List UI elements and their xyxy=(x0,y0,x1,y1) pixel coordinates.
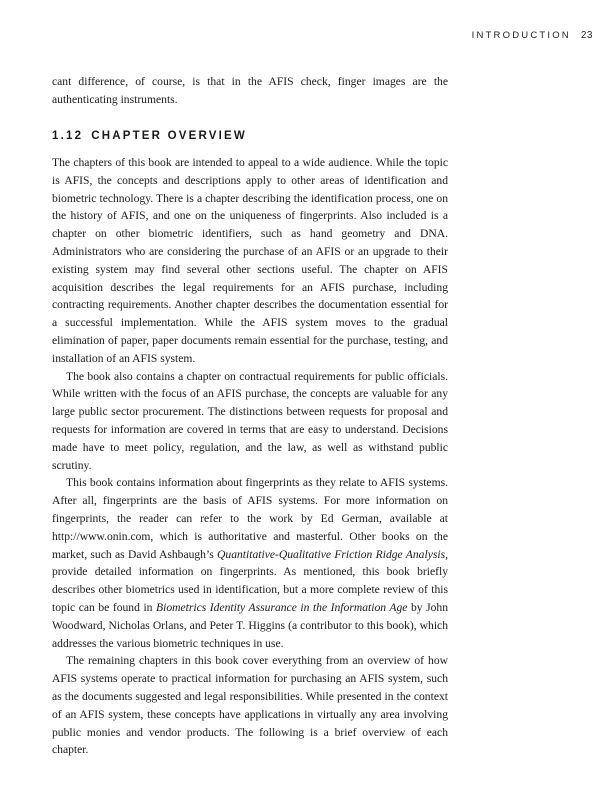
section-heading xyxy=(52,130,247,142)
paragraph-3 xyxy=(52,474,448,652)
section-number: 1.12 xyxy=(52,130,84,142)
running-head xyxy=(472,30,593,41)
book-title-biometrics: Biometrics Identity Assurance in the Information Age xyxy=(156,600,408,614)
continuation-paragraph: cant difference, of course, is that in the AFIS check, finger images are the authenticating instruments. xyxy=(52,75,448,106)
running-head-section: INTRODUCTION xyxy=(471,30,571,41)
paragraph-4: The remaining chapters in this book cover everything from an overview of how AFIS systems operate to practical information for purchasing an AFIS system, such as the documents suggested and legal responsibilities. While presented in the context of an AFIS system, these concepts have applications in virtually any area involving public monies and vendor products. The following is a brief overview of each chapter. xyxy=(52,654,448,757)
book-title-friction-ridge: Quantitative-Qualitative Friction Ridge Analysis, xyxy=(217,547,448,561)
chapter-overview-body xyxy=(52,154,448,759)
paragraph-3-part-c: by John Woodward, Nicholas Orlans, and Peter T. Higgins (a contributor to this book), which addresses the various biometric techniques in use. xyxy=(52,600,448,650)
paragraph-3-part-a: This book contains information about fingerprints as they relate to AFIS systems. After all, fingerprints are the basis of AFIS systems. For more information on fingerprints, the reader can refer to the work by Ed German, available at http://www.onin.com, which is authoritative and masterful. Other books on the market, such as David Ashbaugh’s xyxy=(52,476,448,561)
paragraph-2: The book also contains a chapter on contractual requirements for public officials. While written with the focus of an AFIS purchase, the concepts are valuable for any large public sector procurement. The distinctions between requests for proposal and requests for information are covered in terms that are easy to understand. Decisions made have to meet policy, regulation, and the law, as well as withstand public scrutiny. xyxy=(52,369,448,472)
continuation-block xyxy=(52,73,448,109)
paragraph-1: The chapters of this book are intended to appeal to a wide audience. While the topic is AFIS, the concepts and descriptions apply to other areas of identification and biometric technology. There is a chapter describing the identification process, one on the history of AFIS, and one on the uniqueness of fingerprints. Also included is a chapter on other biometric identifiers, such as hand geometry and DNA. Administrators who are considering the purchase of an AFIS or an upgrade to their existing system may find several other sections useful. The chapter on AFIS acquisition describes the legal requirements for an AFIS purchase, including contracting requirements. Another chapter describes the documentation essential for a successful implementation. While the AFIS system moves to the gradual elimination of paper, paper documents remain essential for the purchase, testing, and installation of an AFIS system. xyxy=(52,156,448,365)
paragraph-3-part-b: provide detailed information on fingerprints. As mentioned, this book briefly describes other biometrics used in identification, but a more complete review of this topic can be found in xyxy=(52,565,448,614)
section-title: CHAPTER OVERVIEW xyxy=(91,130,247,142)
page-number: 23 xyxy=(580,30,593,41)
